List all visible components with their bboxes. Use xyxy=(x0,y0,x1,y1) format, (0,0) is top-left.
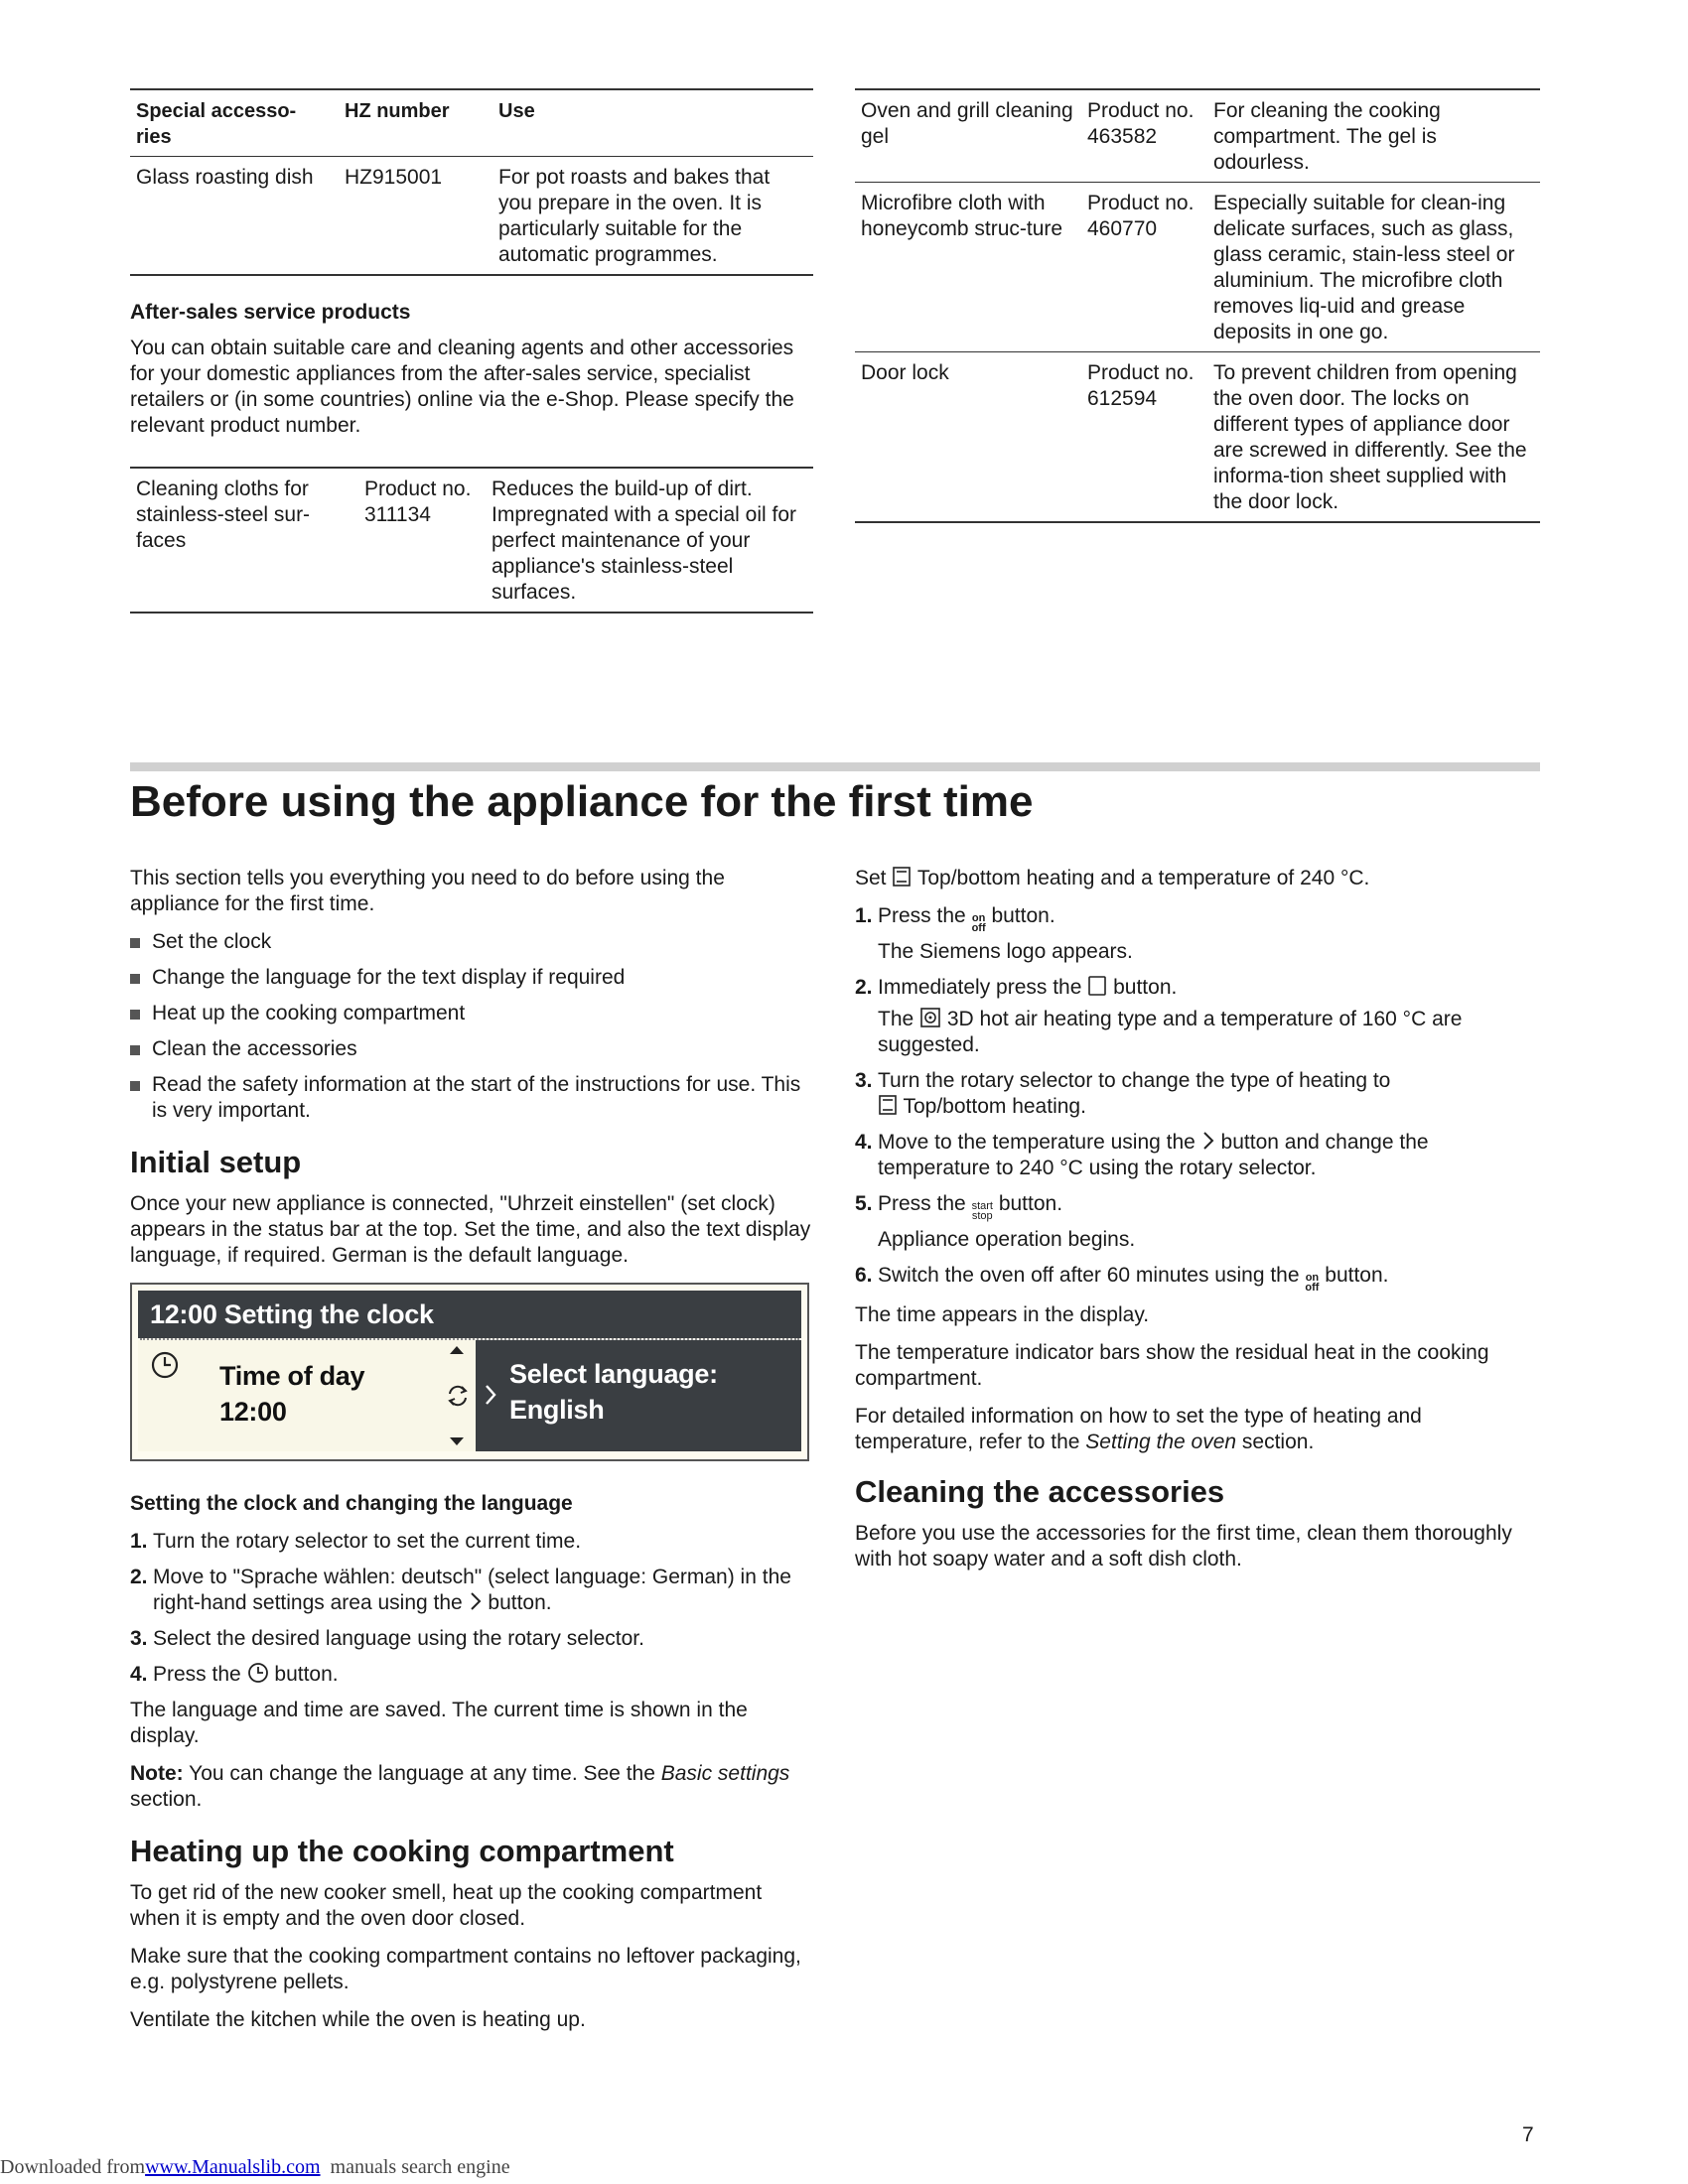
step-item: 3. Select the desired language using the rotary selector. xyxy=(130,1627,644,1650)
cell-product-use: For cleaning the cooking compartment. The gel is odourless. xyxy=(1213,99,1441,174)
step-result: Appliance operation begins. xyxy=(878,1228,1136,1251)
cell-product-use: Reduces the build-up of dirt. Impregnated with a special oil for perfect maintenance of your appliance's stainless-steel surfaces. xyxy=(492,478,796,604)
display-left-pane xyxy=(138,1340,476,1451)
clock-steps-heading: Setting the clock and changing the language xyxy=(130,1492,573,1515)
note-reference: Basic settings xyxy=(660,1762,790,1785)
clock-icon xyxy=(247,1662,269,1684)
heating-heading: Heating up the cooking compartment xyxy=(130,1834,674,1868)
list-item-text: Set the clock xyxy=(152,930,272,953)
clock-display-panel xyxy=(130,1283,809,1461)
step-text: Press the xyxy=(878,904,966,927)
display-title: 12:00 Setting the clock xyxy=(138,1291,801,1338)
left-column xyxy=(130,866,813,2045)
step-item: 1. Turn the rotary selector to set the current time. xyxy=(130,1530,582,1553)
download-footer xyxy=(0,2154,510,2180)
cell-use: For pot roasts and bakes that you prepare in the oven. It is particularly suitable for the automatic programmes. xyxy=(498,166,771,266)
page-number: 7 xyxy=(1522,2123,1534,2146)
service-table-left xyxy=(130,467,813,614)
step-text: Turn the rotary selector to set the current time. xyxy=(153,1530,582,1553)
clock-icon xyxy=(150,1350,180,1380)
intro-list xyxy=(130,929,813,1124)
on-off-icon: on off xyxy=(1305,1272,1320,1294)
step-text: Immediately press the xyxy=(878,976,1082,999)
cell-product-use: Especially suitable for clean-ing delicate surfaces, such as glass, glass ceramic, stain-less steel or aluminium. The microfibre cloth removes liq-uid and grease deposits in one go. xyxy=(1213,192,1515,343)
cell-product-name: Microfibre cloth with honeycomb struc-ture xyxy=(861,192,1063,240)
step-text: Press the xyxy=(153,1663,241,1686)
initial-setup-text: Once your new appliance is connected, "Uhrzeit einstellen" (set clock) appears in the status bar at the top. Set the time, and also the text display language, if required. German is the default language. xyxy=(130,1192,811,1267)
accessories-table xyxy=(130,88,813,276)
arrow-up-icon[interactable] xyxy=(448,1344,466,1356)
cleaning-text: Before you use the accessories for the first time, clean them thoroughly with hot soapy water and a soft dish cloth. xyxy=(855,1522,1512,1570)
set-text-end: Top/bottom heating and a temperature of 240 °C. xyxy=(916,867,1370,889)
heating-steps-list xyxy=(855,903,1540,1293)
step-item: 4. Press the button. xyxy=(130,1663,339,1686)
initial-setup-heading: Initial setup xyxy=(130,1145,302,1179)
step-text-end: button. xyxy=(991,904,1055,927)
arrow-down-icon[interactable] xyxy=(448,1435,466,1447)
step-result: The 3D hot air heating type and a temperature of 160 °C are suggested. xyxy=(878,1008,1463,1056)
bullet-icon xyxy=(130,1010,140,1020)
manualslib-link[interactable]: www.Manualslib.com xyxy=(145,2156,321,2178)
service-table-right-block xyxy=(855,88,1540,523)
step-text-end: button. xyxy=(1113,976,1178,999)
step-item: 2. Immediately press the button. The 3D hot air heating type and a temperature of 160 °C are suggested. xyxy=(855,975,1540,1058)
step-item: 4. Move to the temperature using the button and change the temperature to 240 °C using the rotary selector. xyxy=(855,1131,1429,1179)
col-header-hz: HZ number xyxy=(345,100,450,122)
list-item xyxy=(130,965,813,991)
step-text-end: button. xyxy=(488,1591,552,1614)
step-item: 1. Press the on off button. The Siemens logo appears. xyxy=(855,903,1540,965)
list-item-text: Change the language for the text display if required xyxy=(152,966,626,989)
list-item xyxy=(130,929,813,955)
clock-saved-text: The language and time are saved. The current time is shown in the display. xyxy=(130,1699,748,1747)
blank-button-icon xyxy=(1087,975,1107,997)
step-text-end: button. xyxy=(1325,1264,1389,1287)
list-item-text: Heat up the cooking compartment xyxy=(152,1002,466,1024)
note-body: You can change the language at any time. See the xyxy=(189,1762,655,1785)
list-item xyxy=(130,1072,813,1124)
chevron-right-icon xyxy=(1201,1130,1215,1152)
step-text: Move to the temperature using the xyxy=(878,1131,1196,1154)
note-end: section. xyxy=(130,1788,203,1811)
display-right-pane[interactable] xyxy=(476,1340,801,1451)
bullet-icon xyxy=(130,1081,140,1091)
cell-product-no: Product no. 463582 xyxy=(1087,99,1195,148)
step-text-end: button. xyxy=(998,1192,1063,1215)
table-row xyxy=(130,468,813,613)
list-item xyxy=(130,1036,813,1062)
cleaning-heading: Cleaning the accessories xyxy=(855,1474,1225,1509)
step-text-end: button and change the temperature to 240 °C using the rotary selector. xyxy=(878,1131,1429,1179)
step-item: 2. Move to "Sprache wählen: deutsch" (select language: German) in the right-hand settings area using the button. xyxy=(130,1566,791,1614)
step-text: Select the desired language using the rotary selector. xyxy=(153,1627,644,1650)
aftersales-text: You can obtain suitable care and cleaning agents and other accessories for your domestic appliances from the after-sales service, specialist retailers or (in some countries) online via the e-Shop. Please specify the relevant product number. xyxy=(130,337,794,437)
residual-heat-text: The temperature indicator bars show the residual heat in the cooking compartment. xyxy=(855,1341,1489,1390)
table-row xyxy=(855,183,1540,352)
cell-product-name: Cleaning cloths for stainless-steel sur-faces xyxy=(136,478,311,552)
time-display-text: The time appears in the display. xyxy=(855,1303,1150,1326)
aftersales-heading: After-sales service products xyxy=(130,301,411,324)
select-language-value: English xyxy=(509,1395,605,1425)
table-row xyxy=(855,352,1540,523)
heating-text-2: Make sure that the cooking compartment contains no leftover packaging, e.g. polystyrene pellets. xyxy=(130,1945,801,1993)
step-item: 5. Press the start stop button. Appliance operation begins. xyxy=(855,1191,1540,1253)
page-title: Before using the appliance for the first time xyxy=(130,777,1034,826)
setting-oven-reference: Setting the oven xyxy=(1085,1431,1237,1453)
display-body xyxy=(138,1340,801,1451)
step-text-end: Top/bottom heating. xyxy=(903,1095,1086,1118)
time-of-day-value: 12:00 xyxy=(219,1397,287,1427)
service-table-right xyxy=(855,88,1540,523)
footer-prefix: Downloaded from xyxy=(0,2156,146,2178)
note-label: Note: xyxy=(130,1762,184,1785)
cell-product-no: Product no. 612594 xyxy=(1087,361,1195,410)
3d-hot-air-icon xyxy=(919,1007,941,1028)
clock-steps-list xyxy=(130,1529,813,1688)
note-text xyxy=(130,1761,813,1813)
set-heating-text xyxy=(855,866,1540,891)
cell-product-no: Product no. 311134 xyxy=(364,478,472,526)
list-item-text: Clean the accessories xyxy=(152,1037,357,1060)
step-result: The Siemens logo appears. xyxy=(878,940,1133,963)
cell-product-use: To prevent children from opening the oven door. The locks on different types of appliance door are screwed in differently. See the informa-tion sheet supplied with the door lock. xyxy=(1213,361,1527,513)
step-item: 3. Turn the rotary selector to change the type of heating to Top/bottom heating. xyxy=(855,1069,1391,1118)
table-row xyxy=(130,157,813,276)
set-text-start: Set xyxy=(855,867,887,889)
cell-product-name: Oven and grill cleaning gel xyxy=(861,99,1073,148)
right-column xyxy=(855,866,1540,1584)
bullet-icon xyxy=(130,938,140,948)
on-off-icon: on off xyxy=(971,912,986,934)
bullet-icon xyxy=(130,974,140,984)
start-stop-icon: start stop xyxy=(971,1200,993,1222)
step-text: Move to "Sprache wählen: deutsch" (select language: German) in the right-hand settings area using the xyxy=(153,1566,791,1614)
list-item xyxy=(130,1001,813,1026)
heating-text-1: To get rid of the new cooker smell, heat up the cooking compartment when it is empty and the oven door closed. xyxy=(130,1881,763,1930)
time-of-day-label: Time of day xyxy=(219,1361,365,1391)
step-text: Switch the oven off after 60 minutes using the xyxy=(878,1264,1300,1287)
cell-product-name: Door lock xyxy=(861,361,949,384)
table-row xyxy=(855,89,1540,183)
top-bottom-heating-icon xyxy=(878,1094,898,1116)
detailed-info-text: For detailed information on how to set the type of heating and temperature, refer to the Setting the oven section. xyxy=(855,1405,1422,1453)
step-text-end: button. xyxy=(274,1663,339,1686)
col-header-accessory: Special accesso- ries xyxy=(136,100,297,148)
heating-text-3: Ventilate the kitchen while the oven is heating up. xyxy=(130,2008,586,2031)
top-bottom-heating-icon xyxy=(892,866,912,887)
step-item: 6. Switch the oven off after 60 minutes using the on off button. xyxy=(855,1264,1389,1294)
select-language-label: Select language: xyxy=(509,1359,718,1389)
bullet-icon xyxy=(130,1045,140,1055)
cell-hz: HZ915001 xyxy=(345,166,443,189)
list-item-text: Read the safety information at the start of the instructions for use. This is very important. xyxy=(152,1073,801,1122)
accessories-table-block xyxy=(130,88,813,614)
chevron-right-icon xyxy=(484,1384,497,1406)
cell-accessory: Glass roasting dish xyxy=(136,166,314,189)
footer-suffix: manuals search engine xyxy=(330,2156,510,2178)
step-text: Turn the rotary selector to change the type of heating to xyxy=(878,1069,1391,1092)
step-text: Press the xyxy=(878,1192,966,1215)
section-rule xyxy=(130,762,1540,771)
col-header-use: Use xyxy=(498,100,535,122)
chevron-right-icon xyxy=(469,1590,483,1612)
cell-product-no: Product no. 460770 xyxy=(1087,192,1195,240)
intro-text: This section tells you everything you need to do before using the appliance for the first time. xyxy=(130,867,725,915)
rotate-icon[interactable] xyxy=(444,1382,472,1410)
